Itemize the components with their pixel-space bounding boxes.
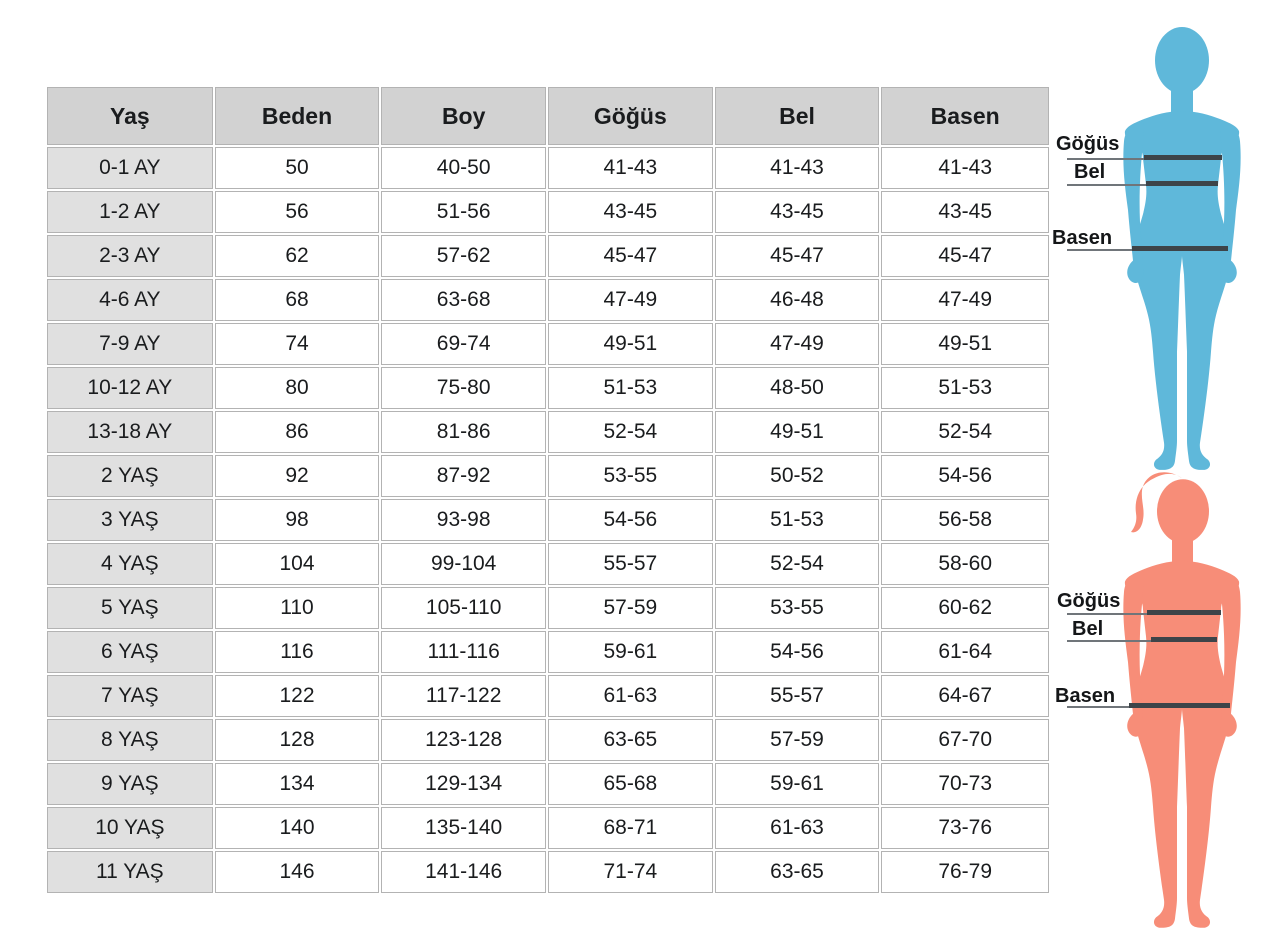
table-row bbox=[47, 499, 1049, 541]
table-cell: 146 bbox=[215, 851, 380, 893]
table-row bbox=[47, 279, 1049, 321]
table-cell: 60-62 bbox=[881, 587, 1049, 629]
table-cell: 45-47 bbox=[548, 235, 713, 277]
table-cell: 43-45 bbox=[548, 191, 713, 233]
table-cell: 123-128 bbox=[381, 719, 546, 761]
table-row bbox=[47, 455, 1049, 497]
table-cell: 74 bbox=[215, 323, 380, 365]
table-cell: 59-61 bbox=[715, 763, 880, 805]
table-cell: 93-98 bbox=[381, 499, 546, 541]
table-cell: 64-67 bbox=[881, 675, 1049, 717]
row-label: 10 YAŞ bbox=[47, 807, 213, 849]
table-cell: 62 bbox=[215, 235, 380, 277]
row-label: 8 YAŞ bbox=[47, 719, 213, 761]
table-cell: 105-110 bbox=[381, 587, 546, 629]
table-cell: 48-50 bbox=[715, 367, 880, 409]
table-cell: 57-62 bbox=[381, 235, 546, 277]
row-label: 2-3 AY bbox=[47, 235, 213, 277]
table-cell: 99-104 bbox=[381, 543, 546, 585]
table-row bbox=[47, 367, 1049, 409]
table-cell: 67-70 bbox=[881, 719, 1049, 761]
table-cell: 41-43 bbox=[548, 147, 713, 189]
row-label: 0-1 AY bbox=[47, 147, 213, 189]
table-cell: 40-50 bbox=[381, 147, 546, 189]
table-cell: 87-92 bbox=[381, 455, 546, 497]
table-cell: 63-68 bbox=[381, 279, 546, 321]
table-cell: 81-86 bbox=[381, 411, 546, 453]
table-cell: 53-55 bbox=[715, 587, 880, 629]
silhouette-body bbox=[1125, 561, 1239, 928]
column-header: Beden bbox=[215, 87, 380, 145]
chest-label-upper: Göğüs bbox=[1056, 133, 1120, 155]
silhouette-arm-right bbox=[1220, 571, 1241, 737]
table-row bbox=[47, 631, 1049, 673]
hip-measure-line-lower bbox=[1129, 703, 1230, 708]
silhouette-arm-left bbox=[1123, 121, 1144, 283]
table-cell: 69-74 bbox=[381, 323, 546, 365]
table-cell: 63-65 bbox=[715, 851, 880, 893]
table-cell: 140 bbox=[215, 807, 380, 849]
row-label: 11 YAŞ bbox=[47, 851, 213, 893]
hip-label-lower: Basen bbox=[1055, 685, 1116, 707]
table-cell: 49-51 bbox=[881, 323, 1049, 365]
table-cell: 63-65 bbox=[548, 719, 713, 761]
table-cell: 45-47 bbox=[715, 235, 880, 277]
table-row bbox=[47, 763, 1049, 805]
table-cell: 122 bbox=[215, 675, 380, 717]
table-cell: 55-57 bbox=[715, 675, 880, 717]
table-cell: 47-49 bbox=[715, 323, 880, 365]
table-cell: 110 bbox=[215, 587, 380, 629]
waist-measure-line-lower bbox=[1151, 637, 1217, 642]
table-cell: 54-56 bbox=[548, 499, 713, 541]
table-cell: 65-68 bbox=[548, 763, 713, 805]
row-label: 7 YAŞ bbox=[47, 675, 213, 717]
table-cell: 46-48 bbox=[715, 279, 880, 321]
table-cell: 59-61 bbox=[548, 631, 713, 673]
table-cell: 52-54 bbox=[881, 411, 1049, 453]
row-label: 3 YAŞ bbox=[47, 499, 213, 541]
waist-label-lower: Bel bbox=[1072, 618, 1104, 640]
row-label: 13-18 AY bbox=[47, 411, 213, 453]
table-cell: 54-56 bbox=[715, 631, 880, 673]
table-row bbox=[47, 543, 1049, 585]
table-cell: 117-122 bbox=[381, 675, 546, 717]
silhouette-arm-right bbox=[1220, 121, 1241, 283]
row-label: 9 YAŞ bbox=[47, 763, 213, 805]
table-cell: 49-51 bbox=[548, 323, 713, 365]
table-cell: 41-43 bbox=[881, 147, 1049, 189]
table-cell: 111-116 bbox=[381, 631, 546, 673]
row-label: 1-2 AY bbox=[47, 191, 213, 233]
column-header: Basen bbox=[881, 87, 1049, 145]
table-cell: 51-53 bbox=[548, 367, 713, 409]
table-cell: 68 bbox=[215, 279, 380, 321]
table-header-row bbox=[47, 87, 1049, 145]
waist-measure-line-upper bbox=[1146, 181, 1218, 186]
row-label: 10-12 AY bbox=[47, 367, 213, 409]
table-cell: 80 bbox=[215, 367, 380, 409]
table-row bbox=[47, 675, 1049, 717]
table-cell: 43-45 bbox=[715, 191, 880, 233]
table-cell: 61-64 bbox=[881, 631, 1049, 673]
table-row bbox=[47, 235, 1049, 277]
table-cell: 68-71 bbox=[548, 807, 713, 849]
table-row bbox=[47, 587, 1049, 629]
column-header: Bel bbox=[715, 87, 880, 145]
row-label: 4 YAŞ bbox=[47, 543, 213, 585]
table-cell: 56 bbox=[215, 191, 380, 233]
table-cell: 61-63 bbox=[715, 807, 880, 849]
column-header: Göğüs bbox=[548, 87, 713, 145]
table-cell: 98 bbox=[215, 499, 380, 541]
table-cell: 53-55 bbox=[548, 455, 713, 497]
table-row bbox=[47, 191, 1049, 233]
table-cell: 55-57 bbox=[548, 543, 713, 585]
column-header: Boy bbox=[381, 87, 546, 145]
table-row bbox=[47, 851, 1049, 893]
table-row bbox=[47, 719, 1049, 761]
row-label: 7-9 AY bbox=[47, 323, 213, 365]
table-cell: 50 bbox=[215, 147, 380, 189]
chest-measure-line-upper bbox=[1144, 155, 1222, 160]
row-label: 5 YAŞ bbox=[47, 587, 213, 629]
table-cell: 75-80 bbox=[381, 367, 546, 409]
table-cell: 104 bbox=[215, 543, 380, 585]
table-cell: 92 bbox=[215, 455, 380, 497]
table-cell: 52-54 bbox=[715, 543, 880, 585]
table-cell: 47-49 bbox=[881, 279, 1049, 321]
table-cell: 50-52 bbox=[715, 455, 880, 497]
table-cell: 58-60 bbox=[881, 543, 1049, 585]
row-label: 2 YAŞ bbox=[47, 455, 213, 497]
table-cell: 116 bbox=[215, 631, 380, 673]
table-cell: 76-79 bbox=[881, 851, 1049, 893]
table-cell: 41-43 bbox=[715, 147, 880, 189]
hip-measure-line-upper bbox=[1132, 246, 1228, 251]
table-cell: 134 bbox=[215, 763, 380, 805]
table-cell: 43-45 bbox=[881, 191, 1049, 233]
table-cell: 135-140 bbox=[381, 807, 546, 849]
table-cell: 129-134 bbox=[381, 763, 546, 805]
table-cell: 71-74 bbox=[548, 851, 713, 893]
hip-label-upper: Basen bbox=[1052, 227, 1113, 249]
size-table bbox=[45, 85, 1051, 895]
silhouette-arm-left bbox=[1123, 571, 1144, 737]
silhouette-body bbox=[1125, 111, 1239, 470]
chest-measure-line-lower bbox=[1147, 610, 1221, 615]
table-cell: 141-146 bbox=[381, 851, 546, 893]
table-cell: 61-63 bbox=[548, 675, 713, 717]
table-cell: 70-73 bbox=[881, 763, 1049, 805]
table-cell: 73-76 bbox=[881, 807, 1049, 849]
table-cell: 52-54 bbox=[548, 411, 713, 453]
table-cell: 86 bbox=[215, 411, 380, 453]
table-cell: 128 bbox=[215, 719, 380, 761]
row-label: 6 YAŞ bbox=[47, 631, 213, 673]
table-cell: 45-47 bbox=[881, 235, 1049, 277]
table-cell: 56-58 bbox=[881, 499, 1049, 541]
table-row bbox=[47, 411, 1049, 453]
table-cell: 57-59 bbox=[715, 719, 880, 761]
table-row bbox=[47, 147, 1049, 189]
table-cell: 54-56 bbox=[881, 455, 1049, 497]
table-cell: 51-53 bbox=[881, 367, 1049, 409]
chest-label-lower: Göğüs bbox=[1057, 590, 1121, 612]
row-label: 4-6 AY bbox=[47, 279, 213, 321]
waist-label-upper: Bel bbox=[1074, 161, 1106, 183]
table-row bbox=[47, 323, 1049, 365]
table-cell: 57-59 bbox=[548, 587, 713, 629]
table-row bbox=[47, 807, 1049, 849]
table-cell: 51-53 bbox=[715, 499, 880, 541]
table-cell: 51-56 bbox=[381, 191, 546, 233]
column-header: Yaş bbox=[47, 87, 213, 145]
table-cell: 47-49 bbox=[548, 279, 713, 321]
table-cell: 49-51 bbox=[715, 411, 880, 453]
